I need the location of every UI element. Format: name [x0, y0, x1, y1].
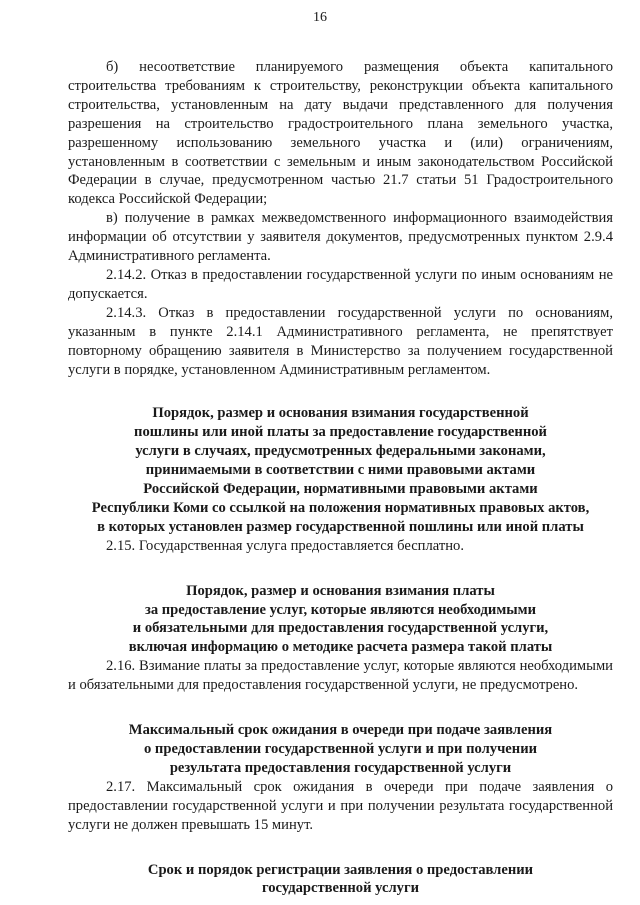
paragraph-2-17: 2.17. Максимальный срок ожидания в очереди при подаче заявления о предоставлении государственной услуги и при получении результата государственной услуги не должен превышать 15 минут. [68, 778, 613, 833]
paragraph-b: б) несоответствие планируемого размещения объекта капитального строительства требованиям к строительству, реконструкции объекта капитального строительства, установленным на дату выдачи представленного для получения разрешения на строительство градостроительного плана земельного участка, разрешенному использованию земельного участка и (или) ограничениям, установленным в соответствии с земельным и иным законодательством Российской Федерации в случае, предусмотренном частью 21.7 статьи 51 Градостроительного кодекса Российской Федерации; [68, 59, 613, 208]
section-heading: Порядок, размер и основания взимания платы за предоставление услуг, которые являются необходимыми и обязательными для предоставления государственной услуги, включая информацию о методике расчета размера такой платы [128, 582, 553, 656]
paragraph-2-14-3: 2.14.3. Отказ в предоставлении государственной услуги по основаниям, указанным в пункте 2.14.1 Административного регламента, не препятствует повторному обращению заявителя в Министерство за получением государственной услуги в порядке, установленном Административным регламентом. [68, 304, 613, 378]
section-heading: Срок и порядок регистрации заявления о предоставлении государственной услуги [147, 861, 534, 897]
section-queue [68, 721, 613, 834]
paragraph-2-16: 2.16. Взимание платы за предоставление услуг, которые являются необходимыми и обязательными для предоставления государственной услуги, не предусмотрено. [68, 658, 613, 694]
paragraph-2-15: 2.15. Государственная услуга предоставляется бесплатно. [106, 537, 465, 554]
section-registration [68, 861, 613, 899]
page-number: 16 [313, 10, 327, 25]
document-body [68, 58, 613, 898]
section-heading: Порядок, размер и основания взимания государственной пошлины или иной платы за предоставление государственной услуги в случаях, предусмотренных федеральными законами, принимаемыми в соответствии с ними правовыми актами Российской Федерации, нормативными правовыми актами Республики Коми со ссылкой на положения нормативных правовых актов, в которых установлен размер государственной пошлины или иной платы [91, 405, 590, 535]
section-services [68, 582, 613, 695]
paragraph-2-14-2: 2.14.2. Отказ в предоставлении государственной услуги по иным основаниям не допускается. [68, 266, 613, 302]
section-heading: Максимальный срок ожидания в очереди при подаче заявления о предоставлении государственной услуги и при получении результата предоставления государственной услуги [128, 722, 553, 776]
paragraph-v: в) получение в рамках межведомственного информационного взаимодействия информации об отсутствии у заявителя документов, предусмотренных пунктом 2.9.4 Административного регламента. [68, 210, 613, 265]
section-fee [68, 404, 613, 555]
